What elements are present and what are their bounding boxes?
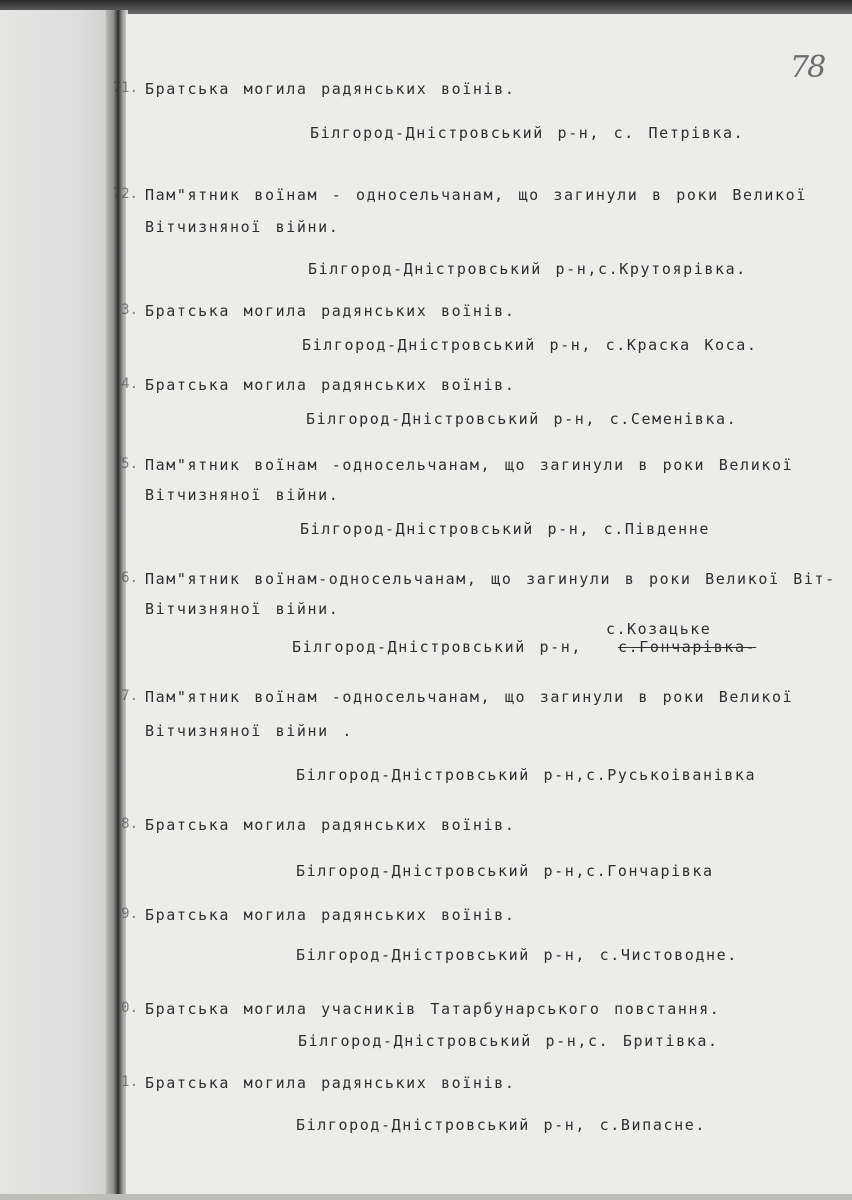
entry-title: Пам"ятник воїнам -односельчанам, що загинули в роки Великої (145, 456, 794, 474)
page-number: 78 (790, 50, 825, 85)
entry-location: Білгород-Дністровський р-н, (292, 638, 583, 656)
entry-number: 3. (121, 302, 138, 318)
entry-number: 5. (121, 456, 138, 472)
entry-title: Пам"ятник воїнам-односельчанам, що загинули в роки Великої Віт- (145, 570, 836, 588)
entry-title: Братська могила радянських воїнів. (145, 376, 516, 394)
entry-location: Білгород-Дністровський р-н, с. Петрівка. (310, 124, 745, 142)
entry-title: Пам"ятник воїнам - односельчанам, що загинули в роки Великої (145, 186, 807, 204)
entry-location: Білгород-Дністровський р-н,с.Крутоярівка. (308, 260, 747, 278)
entry-number: 6. (121, 570, 138, 586)
previous-page-edge (0, 10, 110, 1200)
entry-title: Братська могила радянських воїнів. (145, 302, 516, 320)
entry-number: 7. (121, 688, 138, 704)
entry-number: 9. (121, 906, 138, 922)
entry-number: 0. (121, 1000, 138, 1016)
entry-title: Братська могила учасників Татарбунарського повстання. (145, 1000, 721, 1018)
entry-number: 72. (112, 186, 138, 202)
entry-location: Білгород-Дністровський р-н, с.Південне (300, 520, 710, 538)
entry-number: 71. (112, 80, 138, 96)
entry-title: Братська могила радянських воїнів. (145, 816, 516, 834)
struck-location: с.Гончарівка- (618, 638, 757, 656)
entry-location: Білгород-Дністровський р-н,с.Гончарівка (296, 862, 714, 880)
entry-number: 4. (121, 376, 138, 392)
entry-number: 8. (121, 816, 138, 832)
entry-location: Білгород-Дністровський р-н, с.Випасне. (296, 1116, 706, 1134)
entry-location: Білгород-Дністровський р-н, с.Семенівка. (306, 410, 738, 428)
entry-number: 1. (121, 1074, 138, 1090)
entry-location: Білгород-Дністровський р-н,с. Бритівка. (298, 1032, 719, 1050)
entry-location: Білгород-Дністровський р-н, с.Чистоводне. (296, 946, 738, 964)
entry-title-cont: Вітчизняної війни. (145, 218, 340, 236)
scanner-bottom-edge (0, 1194, 852, 1200)
entry-title-cont: Вітчизняної війни. (145, 600, 340, 618)
entry-location: Білгород-Дністровський р-н,с.Руськоіванівка (296, 766, 757, 784)
handwritten-correction: с.Козацьке (606, 620, 712, 638)
entry-location: Білгород-Дністровський р-н, с.Краска Коса. (302, 336, 758, 354)
entry-title: Братська могила радянських воїнів. (145, 80, 516, 98)
entry-title: Братська могила радянських воїнів. (145, 906, 516, 924)
entry-title: Братська могила радянських воїнів. (145, 1074, 516, 1092)
entry-title: Пам"ятник воїнам -односельчанам, що загинули в роки Великої (145, 688, 794, 706)
entry-title-cont: Вітчизняної війни . (145, 722, 353, 740)
entry-title-cont: Вітчизняної війни. (145, 486, 340, 504)
